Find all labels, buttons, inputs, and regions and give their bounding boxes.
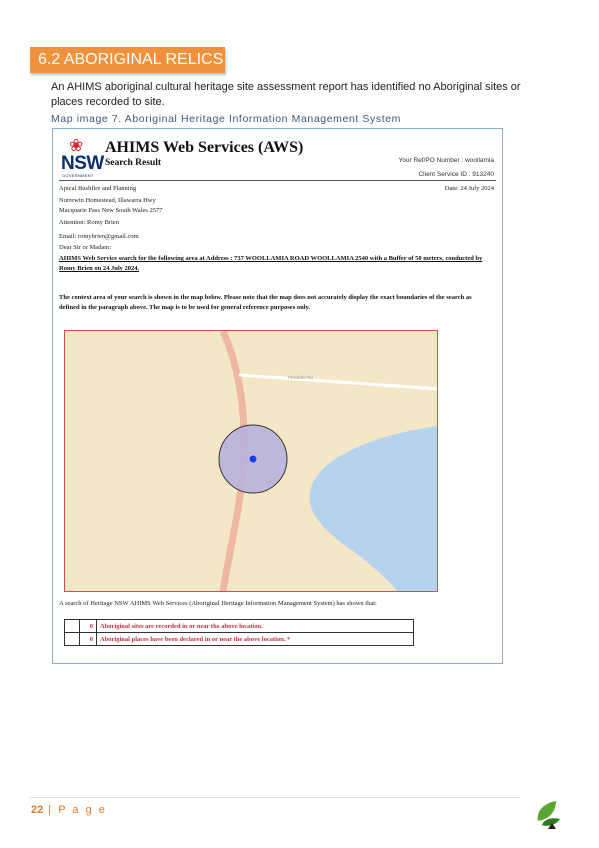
salutation: Dear Sir or Madam: xyxy=(59,244,112,251)
report-subtitle: Search Result xyxy=(105,158,162,168)
table-cell xyxy=(65,620,80,633)
sites-result-text: Aboriginal sites are recorded in or near the above location. xyxy=(97,620,414,633)
map-road-label: Tresidder Rd xyxy=(287,375,313,380)
email-line: Email: romybrien@gmail.com xyxy=(59,233,139,240)
footer-divider xyxy=(30,797,520,798)
address-line: Nurrewin Homestead, Illawarra Hwy xyxy=(59,197,156,204)
page-number-value: 22 xyxy=(31,804,44,816)
page-label: P a g e xyxy=(58,804,107,816)
figure-caption: Map image 7. Aboriginal Heritage Information Management System xyxy=(51,113,402,125)
search-result-summary: A search of Heritage NSW AHIMS Web Services (Aboriginal Heritage Information Management System) has shown that: xyxy=(59,600,377,607)
report-date: Date: 24 July 2024 xyxy=(444,185,494,192)
nsw-logo-text: NSW xyxy=(61,153,104,174)
page-number: 22 | P a g e xyxy=(31,804,107,816)
nsw-government-logo xyxy=(59,136,104,181)
table-row xyxy=(65,620,414,633)
table-cell xyxy=(65,633,80,646)
leaf-logo-icon xyxy=(530,795,566,831)
section-heading: 6.2 ABORIGINAL RELICS xyxy=(30,47,225,73)
address-line: Attention: Romy Brien xyxy=(59,219,119,226)
map-graphic xyxy=(65,331,438,592)
search-description: AHIMS Web Service search for the following area at Address : 737 WOOLLAMIA ROAD WOOLLAMIA 2540 with a Buffer of 50 meters, conducted by Romy Brien on 24 July 2024. xyxy=(59,255,483,272)
results-table xyxy=(64,619,414,646)
address-line: Apical Bushfire and Planning xyxy=(59,185,137,192)
search-location-point xyxy=(250,456,257,463)
report-title: AHIMS Web Services (AWS) xyxy=(105,139,304,156)
address-line: Macquarie Pass New South Wales 2577 xyxy=(59,207,163,214)
places-result-text: Aboriginal places have been declared in or near the above location. * xyxy=(97,633,414,646)
search-map xyxy=(64,330,438,592)
client-service-id: Client Service ID : 913240 xyxy=(418,171,494,178)
ahims-report-image xyxy=(52,128,503,664)
waratah-icon: ❀ xyxy=(69,136,84,155)
sites-count: 0 xyxy=(80,620,97,633)
intro-paragraph: An AHIMS aboriginal cultural heritage site assessment report has identified no Aboriginal sites or places recorded to site. xyxy=(51,81,521,108)
government-logo-text: GOVERNMENT xyxy=(62,173,94,178)
reference-number: Your Ref/PO Number : woollamia xyxy=(398,157,494,164)
table-row xyxy=(65,633,414,646)
places-count: 0 xyxy=(80,633,97,646)
header-divider xyxy=(59,180,496,181)
context-note: The context area of your search is shown in the map below. Please note that the map does not accurately display the exact boundaries of the search as defined in the paragraph above. The map is to be used for general reference purposes only. xyxy=(59,294,472,311)
